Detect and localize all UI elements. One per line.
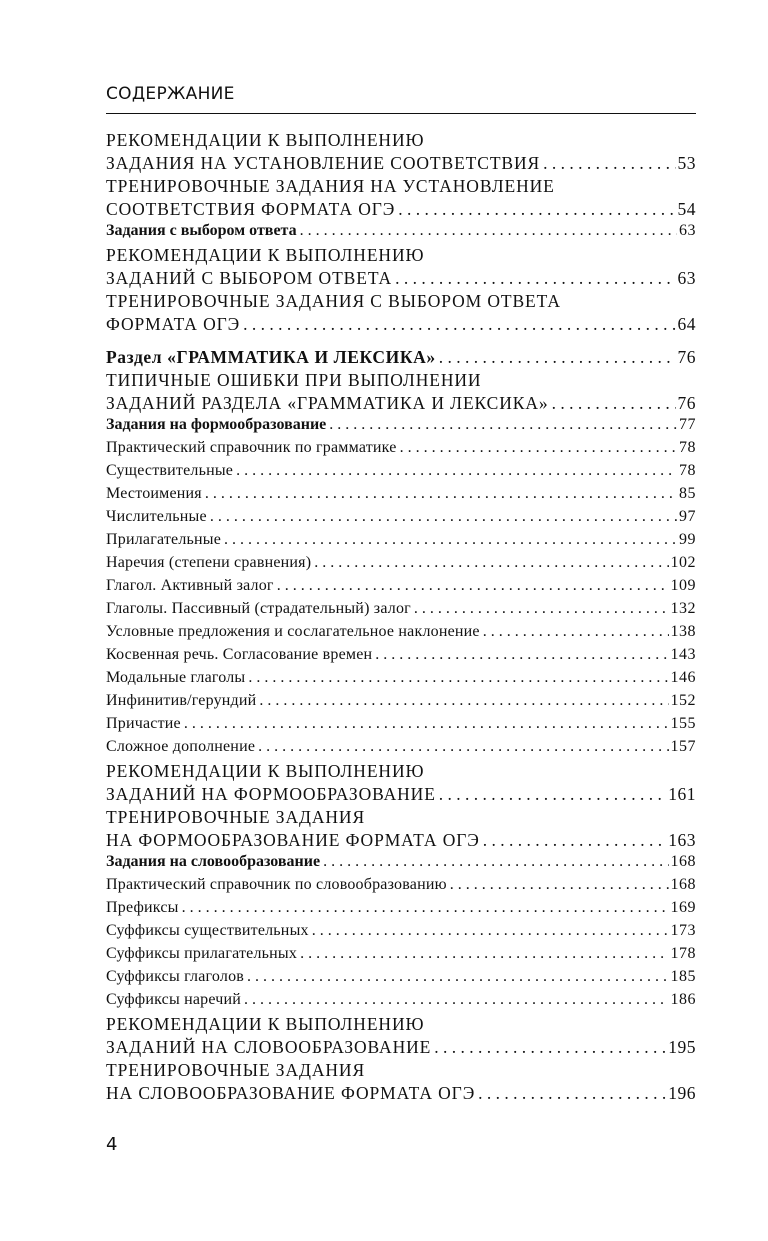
toc-entry: [106, 531, 696, 554]
toc-entry-title: Модальные глаголы: [106, 669, 246, 686]
toc-page-number: 53: [677, 153, 696, 173]
toc-entry-title: ФОРМАТА ОГЭ: [106, 314, 241, 334]
toc-entry: [106, 899, 696, 922]
toc-entry: [106, 761, 696, 784]
toc-entry-title: Практический справочник по грамматике: [106, 439, 397, 456]
toc-entry: [106, 968, 696, 991]
toc-entry-title: Косвенная речь. Согласование времен: [106, 646, 373, 663]
toc-entry: [106, 291, 696, 314]
toc-page-number: 102: [670, 554, 696, 571]
toc-dot-leader: [244, 991, 668, 1009]
toc-dot-leader: [478, 1083, 666, 1104]
toc-dot-leader: [259, 692, 668, 710]
toc-entry: [106, 853, 696, 876]
toc-page-number: 173: [670, 922, 696, 939]
toc-entry: [106, 268, 696, 291]
toc-dot-leader: [248, 669, 668, 687]
toc-dot-leader: [552, 393, 676, 414]
table-of-contents: [106, 130, 696, 1106]
toc-dot-leader: [247, 968, 668, 986]
toc-page-number: 64: [677, 314, 696, 334]
toc-entry-title: Задания с выбором ответа: [106, 222, 297, 239]
toc-entry-title: Задания на словообразование: [106, 853, 321, 870]
toc-entry-title: Числительные: [106, 508, 207, 525]
toc-entry-title: Практический справочник по словообразованию: [106, 876, 447, 893]
toc-page-number: 63: [679, 222, 696, 239]
toc-entry: [106, 669, 696, 692]
toc-dot-leader: [329, 416, 677, 434]
toc-page-number: 186: [670, 991, 696, 1008]
toc-page-number: 195: [668, 1037, 696, 1057]
toc-dot-leader: [205, 485, 677, 503]
header-divider: [106, 113, 696, 114]
toc-page-number: 99: [679, 531, 696, 548]
toc-entry: [106, 1060, 696, 1083]
toc-dot-leader: [314, 554, 668, 572]
toc-entry: [106, 1037, 696, 1060]
toc-entry-title: ЗАДАНИЯ НА УСТАНОВЛЕНИЕ СООТВЕТСТВИЯ: [106, 153, 541, 173]
toc-entry-title: Наречия (степени сравнения): [106, 554, 312, 571]
toc-entry-title: РЕКОМЕНДАЦИИ К ВЫПОЛНЕНИЮ: [106, 245, 425, 265]
toc-page-number: 78: [679, 462, 696, 479]
toc-entry: [106, 554, 696, 577]
toc-page-number: 97: [679, 508, 696, 525]
toc-entry: [106, 577, 696, 600]
toc-entry: [106, 692, 696, 715]
toc-entry: [106, 922, 696, 945]
toc-entry: [106, 130, 696, 153]
toc-page-number: 155: [670, 715, 696, 732]
toc-page-number: 169: [670, 899, 696, 916]
toc-entry: [106, 462, 696, 485]
toc-entry-title: Глагол. Активный залог: [106, 577, 274, 594]
toc-entry-title: Глаголы. Пассивный (страдательный) залог: [106, 600, 411, 617]
toc-dot-leader: [300, 945, 668, 963]
toc-dot-leader: [395, 268, 675, 289]
toc-entry: [106, 393, 696, 416]
toc-page-number: 157: [670, 738, 696, 755]
toc-entry-title: ТРЕНИРОВОЧНЫЕ ЗАДАНИЯ С ВЫБОРОМ ОТВЕТА: [106, 291, 561, 311]
toc-entry-title: Местоимения: [106, 485, 202, 502]
toc-entry: [106, 370, 696, 393]
page-header-title: СОДЕРЖАНИЕ: [106, 84, 235, 104]
toc-dot-leader: [375, 646, 668, 664]
toc-entry: [106, 600, 696, 623]
toc-dot-leader: [210, 508, 677, 526]
toc-dot-leader: [400, 439, 677, 457]
toc-entry: [106, 1083, 696, 1106]
toc-entry: [106, 1014, 696, 1037]
page-number: 4: [106, 1134, 118, 1155]
toc-dot-leader: [323, 853, 668, 871]
toc-dot-leader: [439, 347, 676, 368]
toc-page-number: 163: [668, 830, 696, 850]
toc-page-number: 143: [670, 646, 696, 663]
toc-page-number: 161: [668, 784, 696, 804]
toc-page-number: 85: [679, 485, 696, 502]
toc-entry-title: Суффиксы прилагательных: [106, 945, 298, 962]
toc-entry: [106, 176, 696, 199]
toc-page-number: 146: [670, 669, 696, 686]
toc-page-number: 196: [668, 1083, 696, 1103]
toc-dot-leader: [184, 715, 669, 733]
toc-page-number: 63: [677, 268, 696, 288]
toc-dot-leader: [236, 462, 677, 480]
toc-entry: [106, 508, 696, 531]
toc-entry-title: ТИПИЧНЫЕ ОШИБКИ ПРИ ВЫПОЛНЕНИИ: [106, 370, 482, 390]
toc-entry-title: Инфинитив/герундий: [106, 692, 257, 709]
toc-dot-leader: [483, 623, 669, 641]
toc-page-number: 109: [670, 577, 696, 594]
toc-entry-title: ТРЕНИРОВОЧНЫЕ ЗАДАНИЯ НА УСТАНОВЛЕНИЕ: [106, 176, 555, 196]
toc-entry-title: Суффиксы глаголов: [106, 968, 245, 985]
toc-entry: [106, 646, 696, 669]
toc-dot-leader: [439, 784, 666, 805]
toc-dot-leader: [414, 600, 669, 618]
toc-entry-title: НА СЛОВООБРАЗОВАНИЕ ФОРМАТА ОГЭ: [106, 1083, 476, 1103]
toc-entry: [106, 830, 696, 853]
toc-entry: [106, 784, 696, 807]
toc-page-number: 178: [670, 945, 696, 962]
toc-dot-leader: [277, 577, 669, 595]
toc-entry: [106, 807, 696, 830]
toc-entry-title: НА ФОРМООБРАЗОВАНИЕ ФОРМАТА ОГЭ: [106, 830, 480, 850]
toc-entry: [106, 439, 696, 462]
toc-entry-title: РЕКОМЕНДАЦИИ К ВЫПОЛНЕНИЮ: [106, 761, 425, 781]
toc-dot-leader: [450, 876, 669, 894]
toc-entry-title: Сложное дополнение: [106, 738, 256, 755]
toc-entry: [106, 623, 696, 646]
toc-entry-title: ЗАДАНИЙ НА СЛОВООБРАЗОВАНИЕ: [106, 1037, 432, 1057]
toc-entry: [106, 416, 696, 439]
toc-entry: [106, 715, 696, 738]
toc-page-number: 138: [670, 623, 696, 640]
toc-entry-title: Существительные: [106, 462, 234, 479]
toc-entry: [106, 876, 696, 899]
toc-page-number: 132: [670, 600, 696, 617]
toc-entry-title: Условные предложения и сослагательное наклонение: [106, 623, 480, 640]
toc-entry-title: ЗАДАНИЙ НА ФОРМООБРАЗОВАНИЕ: [106, 784, 436, 804]
toc-dot-leader: [243, 314, 675, 335]
toc-page-number: 168: [670, 853, 696, 870]
toc-entry-title: ТРЕНИРОВОЧНЫЕ ЗАДАНИЯ: [106, 1060, 366, 1080]
toc-dot-leader: [483, 830, 667, 851]
toc-dot-leader: [224, 531, 677, 549]
toc-entry-title: ЗАДАНИЙ С ВЫБОРОМ ОТВЕТА: [106, 268, 393, 288]
toc-entry: [106, 738, 696, 761]
toc-entry: [106, 945, 696, 968]
toc-dot-leader: [398, 199, 675, 220]
toc-page-number: 152: [670, 692, 696, 709]
toc-entry-title: Суффиксы существительных: [106, 922, 309, 939]
toc-entry-title: РЕКОМЕНДАЦИИ К ВЫПОЛНЕНИЮ: [106, 1014, 425, 1034]
toc-entry: [106, 485, 696, 508]
toc-dot-leader: [312, 922, 669, 940]
toc-entry: [106, 245, 696, 268]
toc-entry-title: Раздел «ГРАММАТИКА И ЛЕКСИКА»: [106, 347, 436, 367]
toc-page-number: 78: [679, 439, 696, 456]
toc-entry: [106, 199, 696, 222]
toc-entry-title: Префиксы: [106, 899, 179, 916]
toc-page-number: 185: [670, 968, 696, 985]
toc-page-number: 54: [677, 199, 696, 219]
toc-entry-title: Суффиксы наречий: [106, 991, 242, 1008]
toc-entry: [106, 991, 696, 1014]
toc-dot-leader: [543, 153, 675, 174]
toc-entry-title: ЗАДАНИЙ РАЗДЕЛА «ГРАММАТИКА И ЛЕКСИКА»: [106, 393, 549, 413]
toc-entry: [106, 222, 696, 245]
toc-entry-title: ТРЕНИРОВОЧНЫЕ ЗАДАНИЯ: [106, 807, 366, 827]
toc-entry-title: Прилагательные: [106, 531, 222, 548]
toc-dot-leader: [434, 1037, 666, 1058]
toc-dot-leader: [300, 222, 677, 240]
toc-entry-title: РЕКОМЕНДАЦИИ К ВЫПОЛНЕНИЮ: [106, 130, 425, 150]
toc-page-number: 77: [679, 416, 696, 433]
toc-page-number: 76: [677, 393, 696, 413]
toc-entry: [106, 153, 696, 176]
toc-section-heading: [106, 347, 696, 370]
toc-entry-title: Причастие: [106, 715, 181, 732]
toc-page-number: 76: [677, 347, 696, 367]
toc-entry-title: СООТВЕТСТВИЯ ФОРМАТА ОГЭ: [106, 199, 396, 219]
toc-dot-leader: [258, 738, 668, 756]
toc-page-number: 168: [670, 876, 696, 893]
toc-entry: [106, 314, 696, 337]
toc-entry-title: Задания на формообразование: [106, 416, 327, 433]
toc-dot-leader: [182, 899, 669, 917]
